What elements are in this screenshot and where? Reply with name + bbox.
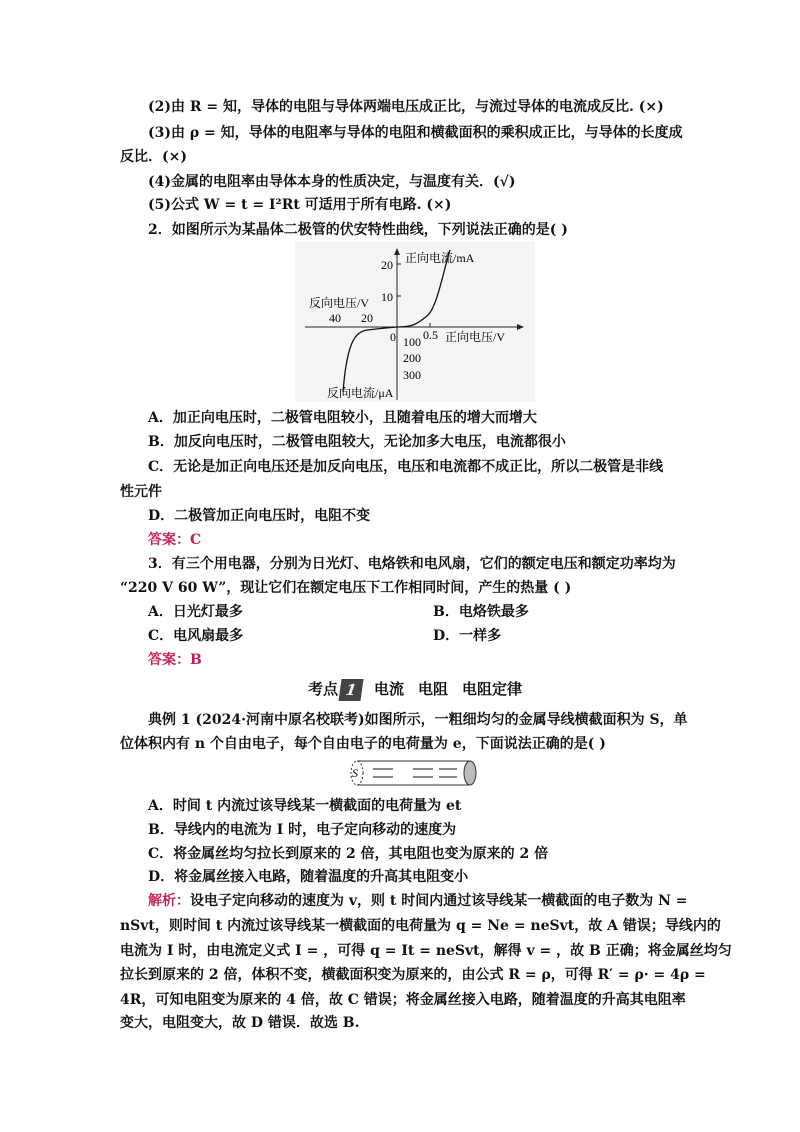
y-tick-label-10: 10 bbox=[381, 290, 393, 304]
solution-line-1: 解析：设电子定向移动的速度为 v，则 t 时间内通过该导线某一横截面的电子数为 N = bbox=[148, 893, 688, 909]
example-1: 典例 1 (2024·河南中原名校联考)如图所示，一粗细均匀的金属导线横截面积为 S，单 bbox=[148, 712, 688, 728]
example-option-b: B．导线内的电流为 I 时，电子定向移动的速度为 bbox=[148, 822, 457, 838]
x-neg-tick-20: 20 bbox=[361, 311, 373, 325]
q2-option-b: B．加反向电压时，二极管电阻较大，无论加多大电压，电流都很小 bbox=[148, 434, 566, 450]
section-topic-2: 电阻 bbox=[418, 680, 449, 698]
solution-line-6: 变大，电阻变大，故 D 错误．故选 B. bbox=[120, 1015, 360, 1031]
question-3-cont: “220 V 60 W”，现让它们在额定电压下工作相同时间，产生的热量 ( ) bbox=[120, 580, 572, 596]
example-option-d: D．将金属丝接入电路，随着温度的升高其电阻变小 bbox=[148, 869, 469, 885]
x-neg-label: 反向电压/V bbox=[309, 296, 370, 310]
q3-option-c: C．电风扇最多 bbox=[148, 628, 244, 644]
y-tick-label-20: 20 bbox=[381, 258, 393, 272]
section-topic-3: 电阻定律 bbox=[462, 680, 523, 698]
section-topic-1: 电流 bbox=[374, 680, 405, 698]
wire-end-cap bbox=[464, 761, 476, 785]
statement-3: (3)由 ρ = 知，导体的电阻率与导体的电阻和横截面积的乘积成正比，与导体的长度成 bbox=[148, 125, 683, 141]
statement-2: (2)由 R = 知，导体的电阻与导体两端电压成正比，与流过导体的电流成反比. (×) bbox=[148, 99, 664, 115]
statement-5: (5)公式 W = t = I²Rt 可适用于所有电路. (×) bbox=[148, 197, 452, 213]
y-neg-tick-200: 200 bbox=[403, 351, 421, 365]
answer-3: 答案：B bbox=[148, 652, 202, 668]
q2-option-d: D．二极管加正向电压时，电阻不变 bbox=[148, 508, 371, 524]
q2-option-c: C．无论是加正向电压还是加反向电压，电压和电流都不成正比，所以二极管是非线 bbox=[148, 459, 664, 475]
q3-option-d: D．一样多 bbox=[433, 628, 502, 644]
diode-iv-figure bbox=[295, 242, 535, 402]
solution-line-3: 电流为 I 时，由电流定义式 I = ，可得 q = It = neSvt，解得 v = ，故 B 正确；将金属丝均匀 bbox=[120, 943, 732, 959]
q3-option-b: B．电烙铁最多 bbox=[433, 604, 529, 620]
statement-4: (4)金属的电阻率由导体本身的性质决定，与温度有关．(√) bbox=[148, 174, 516, 190]
question-3: 3．有三个用电器，分别为日光灯、电烙铁和电风扇，它们的额定电压和额定功率均为 bbox=[148, 556, 676, 572]
x-neg-tick-40: 40 bbox=[329, 311, 341, 325]
x-pos-label: 正向电压/V bbox=[445, 330, 506, 344]
y-pos-label: 正向电流/mA bbox=[405, 251, 475, 265]
y-neg-label: 反向电流/μA bbox=[327, 386, 394, 400]
q2-option-a: A．加正向电压时，二极管电阻较小，且随着电压的增大而增大 bbox=[148, 410, 537, 426]
solution-line-2: nSvt，则时间 t 内流过该导线某一横截面的电荷量为 q = Ne = neSvt，故 A 错误；导线内的 bbox=[120, 918, 721, 934]
statement-3-cont: 反比．(×) bbox=[120, 149, 187, 165]
example-1-cont: 位体积内有 n 个自由电子，每个自由电子的电荷量为 e，下面说法正确的是( ) bbox=[120, 736, 606, 752]
example-option-a: A．时间 t 内流过该导线某一横截面的电荷量为 et bbox=[148, 798, 462, 814]
example-option-c: C．将金属丝均匀拉长到原来的 2 倍，其电阻也变为原来的 2 倍 bbox=[148, 846, 549, 862]
section-label: 考点 bbox=[308, 680, 339, 698]
section-number-icon: 1 bbox=[338, 679, 363, 701]
question-2: 2．如图所示为某晶体二极管的伏安特性曲线，下列说法正确的是( ) bbox=[148, 222, 568, 238]
solution-line-4: 拉长到原来的 2 倍，体积不变，横截面积变为原来的，由公式 R = ρ，可得 R′ = ρ· = 4ρ = bbox=[120, 967, 706, 983]
wire-figure bbox=[345, 759, 480, 787]
y-neg-tick-100: 100 bbox=[403, 335, 421, 349]
section-header bbox=[308, 678, 522, 701]
origin-label: 0 bbox=[390, 330, 396, 344]
q3-option-a: A．日光灯最多 bbox=[148, 604, 243, 620]
answer-2: 答案：C bbox=[148, 532, 202, 548]
x-pos-tick-05: 0.5 bbox=[423, 328, 438, 342]
y-neg-tick-300: 300 bbox=[403, 368, 421, 382]
q2-option-c-cont: 性元件 bbox=[120, 484, 162, 500]
solution-line-5: 4R，可知电阻变为原来的 4 倍，故 C 错误；将金属丝接入电路，随着温度的升高其电阻率 bbox=[120, 992, 686, 1008]
area-label: S bbox=[352, 766, 358, 780]
